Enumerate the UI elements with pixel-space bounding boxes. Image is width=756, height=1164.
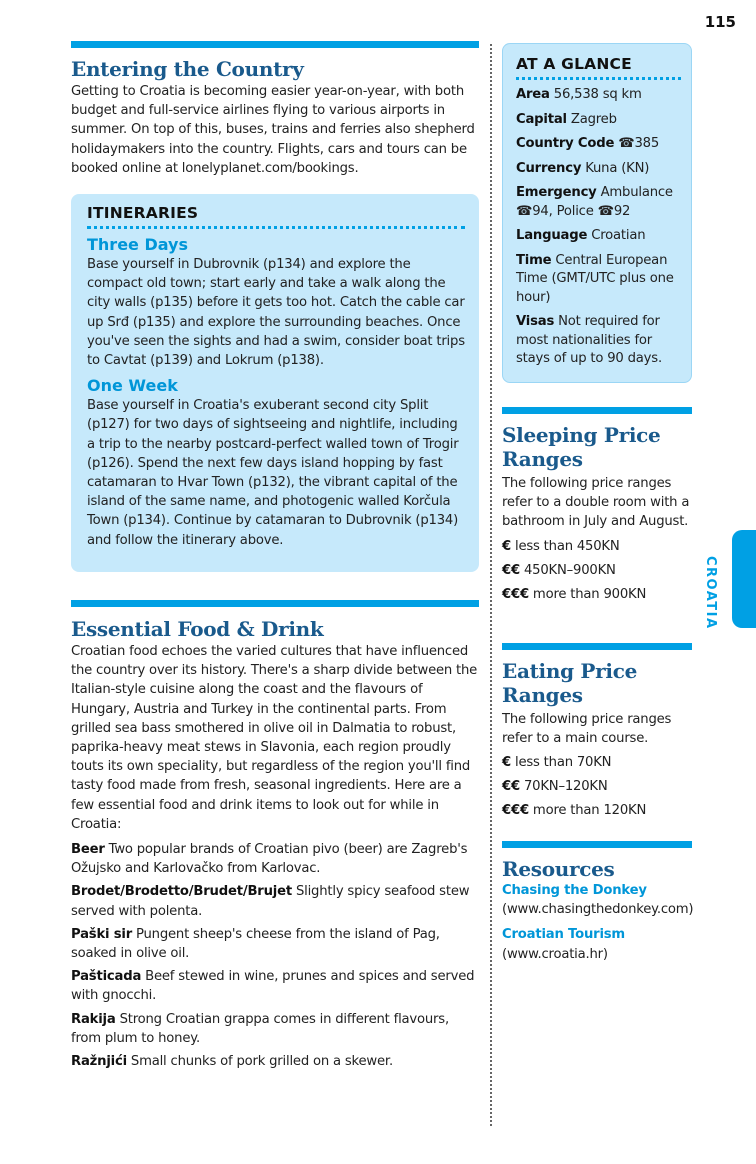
food-item	[71, 1052, 479, 1071]
glance-value: Croatian	[587, 228, 646, 243]
resources-section	[502, 841, 692, 964]
eating-title: Eating Price Ranges	[502, 659, 638, 707]
glance-value: 56,538 sq km	[549, 87, 642, 102]
price-range	[502, 777, 692, 796]
glance-item	[516, 184, 681, 221]
section-rule	[71, 41, 479, 48]
dotted-divider	[516, 77, 681, 80]
price-symbol: €€€	[502, 803, 529, 819]
resource-item	[502, 925, 692, 963]
food-term: Rakija	[71, 1011, 116, 1027]
section-rule	[502, 407, 692, 414]
entering-title: Entering the Country	[71, 57, 304, 81]
section-rule	[502, 643, 692, 650]
price-range	[502, 561, 692, 580]
food-term: Paški sir	[71, 926, 133, 942]
food-item	[71, 840, 479, 878]
price-text: more than 900KN	[528, 586, 647, 602]
price-symbol: €	[502, 538, 511, 554]
glance-value: ☎385	[614, 136, 660, 151]
section-rule	[71, 600, 479, 607]
column-divider	[490, 44, 492, 1126]
resource-url: (www.croatia.hr)	[502, 946, 608, 962]
glance-value: Not required for most nationalities for stays of up to 90 days.	[516, 314, 662, 366]
food-term: Brodet/Brodetto/Brudet/Brujet	[71, 884, 292, 900]
glance-term: Currency	[516, 160, 582, 176]
glance-item	[516, 135, 681, 154]
itineraries-title: ITINERARIES	[87, 204, 199, 222]
resource-link[interactable]: Chasing the Donkey	[502, 883, 647, 898]
page-number: 115	[704, 13, 736, 31]
section-rule	[502, 841, 692, 848]
food-term: Ražnjići	[71, 1054, 127, 1070]
food-section	[71, 600, 479, 1075]
glance-item	[516, 160, 681, 179]
resource-item	[502, 881, 692, 919]
resource-link[interactable]: Croatian Tourism	[502, 927, 625, 943]
food-desc: Beef stewed in wine, prunes and spices and served with gnocchi.	[71, 969, 475, 1004]
price-text: 450KN–900KN	[519, 562, 616, 578]
food-item	[71, 967, 479, 1005]
one-week-text: Base yourself in Croatia's exuberant second city Split (p127) for two days of sightseeing and nightlife, including a trip to the nearby postcard-perfect walled town of Trogir (p126). Spend the next few days island hopping by fast catamaran to Hvar Town (p132), the vibrant capital of the island of the same name, and photogenic walled Korčula Town (p134). Continue by catamaran to Dubrovnik (p134) and follow the itinerary above.	[87, 398, 459, 548]
glance-value: Ambulance ☎94, Police ☎92	[516, 185, 673, 219]
food-desc: Small chunks of pork grilled on a skewer.	[126, 1054, 393, 1070]
glance-term: Visas	[516, 314, 555, 329]
price-symbol: €	[502, 755, 511, 771]
price-symbol: €€€	[502, 586, 529, 602]
entering-text: Getting to Croatia is becoming easier year-on-year, with both budget and full-service airlines flying to various airports in summer. On top of this, buses, trains and ferries also shepherd holidaymakers into the country. Flights, cars and tours can be booked online at lonelyplanet.com/bookings.	[71, 84, 475, 176]
one-week-heading: One Week	[87, 376, 178, 396]
resources-title: Resources	[502, 857, 615, 881]
glance-title: AT A GLANCE	[516, 55, 632, 73]
food-intro: Croatian food echoes the varied cultures that have influenced the country over its history. There's a sharp divide between the Italian-style cuisine along the coast and the flavours of Hungary, Austria and Turkey in the continental parts. From grilled sea bass smothered in olive oil in Dalmatia to robust, paprika-heavy meat stews in Slavonia, each region proudly touts its own speciality, but regardless of the region you'll find tasty food made from fresh, seasonal ingredients. Here are a few essential food and drink items to look out for while in Croatia:	[71, 644, 478, 832]
dotted-divider	[87, 226, 465, 229]
food-title: Essential Food & Drink	[71, 617, 324, 641]
glance-item	[516, 252, 681, 308]
glance-term: Country Code	[516, 136, 615, 151]
glance-term: Language	[516, 228, 588, 243]
price-range	[502, 801, 692, 820]
food-desc: Two popular brands of Croatian pivo (beer) are Zagreb's Ožujsko and Karlovačko from Karlovac.	[71, 842, 468, 877]
three-days-heading: Three Days	[87, 235, 189, 254]
sleeping-section	[502, 407, 692, 604]
food-desc: Strong Croatian grappa comes in different flavours, from plum to honey.	[71, 1011, 449, 1046]
glance-item	[516, 313, 681, 369]
glance-item	[516, 111, 681, 130]
three-days-text: Base yourself in Dubrovnik (p134) and explore the compact old town; start early and take a walk along the city walls (p135) before it gets too hot. Catch the cable car up Srđ (p135) and explore the surrounding beaches. Once you've seen the sights and had a swim, consider boat trips to Cavtat (p139) and Lokrum (p138).	[87, 257, 465, 369]
price-text: 70KN–120KN	[519, 779, 608, 795]
sleeping-intro: The following price ranges refer to a double room with a bathroom in July and August.	[502, 476, 690, 530]
food-item	[71, 882, 479, 920]
price-symbol: €€	[502, 779, 520, 795]
price-text: less than 450KN	[510, 538, 620, 554]
food-item	[71, 1010, 479, 1048]
price-text: more than 120KN	[528, 803, 647, 819]
glance-value: Zagreb	[566, 111, 617, 127]
itineraries-box	[71, 194, 479, 572]
food-term: Pašticada	[71, 969, 142, 985]
food-desc: Pungent sheep's cheese from the island of Pag, soaked in olive oil.	[71, 926, 440, 962]
side-tab-label	[700, 556, 724, 636]
eating-intro: The following price ranges refer to a main course.	[502, 712, 672, 747]
sleeping-title: Sleeping Price Ranges	[502, 423, 661, 471]
glance-item	[516, 227, 681, 246]
glance-term: Emergency	[516, 185, 597, 200]
eating-section	[502, 643, 692, 820]
at-a-glance-box	[502, 43, 692, 383]
food-item	[71, 925, 479, 963]
price-range	[502, 537, 692, 556]
glance-term: Capital	[516, 111, 567, 127]
resource-url: (www.chasingthedonkey.com)	[502, 902, 694, 918]
food-term: Beer	[71, 842, 105, 858]
price-range	[502, 585, 692, 604]
price-text: less than 70KN	[510, 755, 612, 771]
entering-section	[71, 41, 479, 178]
glance-term: Time	[516, 252, 552, 268]
glance-term: Area	[516, 87, 550, 102]
price-symbol: €€	[502, 562, 520, 578]
price-range	[502, 753, 692, 772]
glance-value: Central European Time (GMT/UTC plus one hour)	[516, 252, 674, 305]
food-list	[71, 840, 479, 1071]
glance-value: Kuna (KN)	[581, 160, 650, 176]
side-tab	[732, 530, 756, 628]
glance-item	[516, 86, 681, 105]
side-tab-text: CROATIA	[703, 556, 718, 630]
food-desc: Slightly spicy seafood stew served with polenta.	[71, 884, 470, 919]
